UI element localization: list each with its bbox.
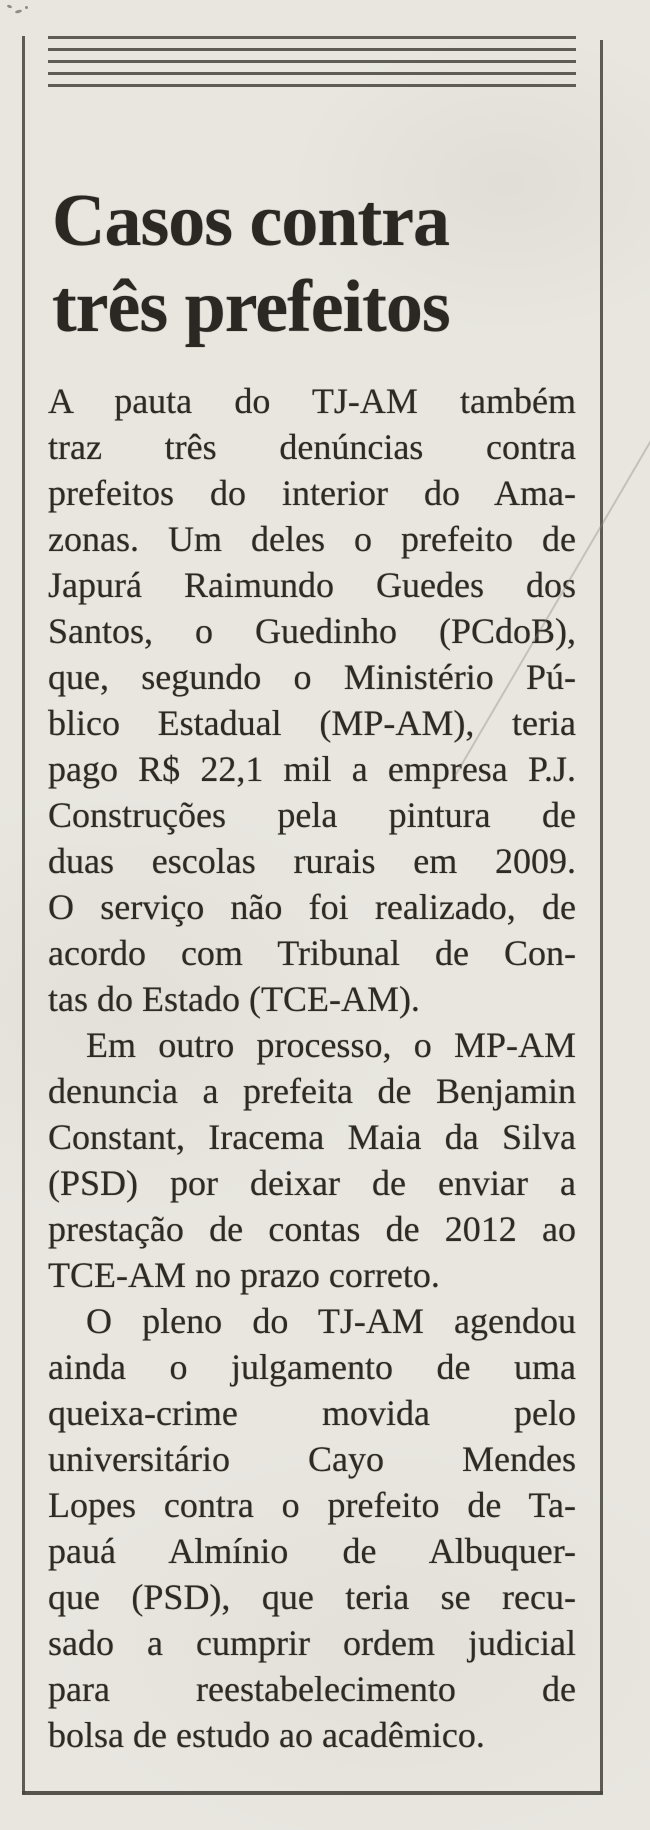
text-line: pauá Almínio de Albuquer- — [48, 1531, 576, 1571]
text-line: acordo com Tribunal de Con- — [48, 933, 576, 973]
ink-speckle — [5, 3, 31, 19]
clip-right-border — [600, 40, 603, 1794]
text-line: sado a cumprir ordem judicial — [48, 1623, 576, 1663]
text-line: Japurá Raimundo Guedes dos — [48, 565, 576, 605]
text-line: blico Estadual (MP-AM), teria — [48, 703, 576, 743]
article-title — [52, 178, 592, 350]
text-line: que (PSD), que teria se recu- — [48, 1577, 576, 1617]
article-body — [48, 378, 576, 1758]
text-line: ainda o julgamento de uma — [48, 1347, 576, 1387]
text-line: universitário Cayo Mendes — [48, 1439, 576, 1479]
paragraph — [48, 1022, 576, 1298]
text-line: O pleno do TJ-AM agendou — [86, 1301, 576, 1341]
text-line: Construções pela pintura de — [48, 795, 576, 835]
text-line: tas do Estado (TCE-AM). — [48, 979, 420, 1019]
text-line: denuncia a prefeita de Benjamin — [48, 1071, 576, 1111]
paragraph — [48, 1298, 576, 1758]
text-line: Lopes contra o prefeito de Ta- — [48, 1485, 576, 1525]
text-line: bolsa de estudo ao acadêmico. — [48, 1715, 485, 1755]
title-line: três prefeitos — [52, 265, 450, 348]
text-line: (PSD) por deixar de enviar a — [48, 1163, 576, 1203]
text-line: O serviço não foi realizado, de — [48, 887, 576, 927]
text-line: prefeitos do interior do Ama- — [48, 473, 576, 513]
text-line: A pauta do TJ-AM também — [48, 381, 576, 421]
clip-left-border — [22, 36, 25, 1794]
text-line: prestação de contas de 2012 ao — [48, 1209, 576, 1249]
text-line: traz três denúncias contra — [48, 427, 576, 467]
text-line: duas escolas rurais em 2009. — [48, 841, 576, 881]
text-line: Em outro processo, o MP-AM — [86, 1025, 576, 1065]
text-line: zonas. Um deles o prefeito de — [48, 519, 576, 559]
text-line: Constant, Iracema Maia da Silva — [48, 1117, 576, 1157]
text-line: para reestabelecimento de — [48, 1669, 576, 1709]
text-line: pago R$ 22,1 mil a empresa P.J. — [48, 749, 576, 789]
text-line: TCE-AM no prazo correto. — [48, 1255, 440, 1295]
section-divider-rule — [48, 36, 576, 87]
clip-bottom-border — [22, 1791, 603, 1795]
text-line: queixa-crime movida pelo — [48, 1393, 576, 1433]
title-line: Casos contra — [52, 179, 450, 262]
text-line: Santos, o Guedinho (PCdoB), — [48, 611, 576, 651]
text-line: que, segundo o Ministério Pú- — [48, 657, 576, 697]
